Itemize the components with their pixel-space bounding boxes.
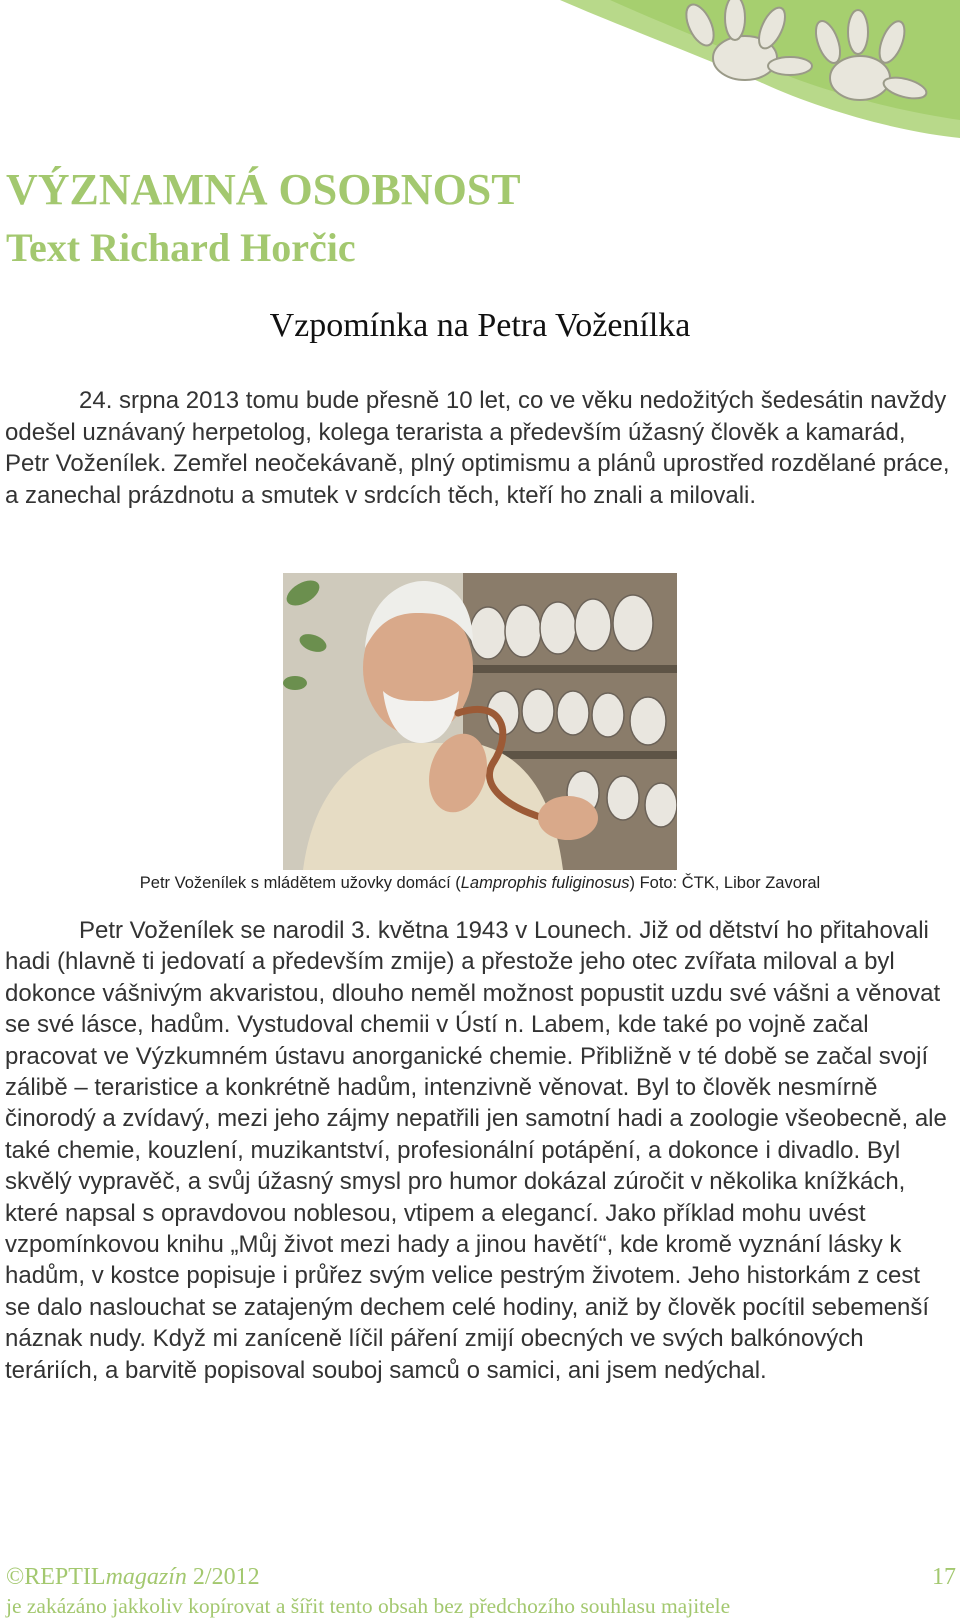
caption-text-after: ) Foto: ČTK, Libor Zavoral: [629, 874, 821, 892]
caption-latin-name: Lamprophis fuliginosus: [460, 874, 630, 892]
photo-man-with-snake: [283, 573, 677, 870]
footer-magazine-issue: [6, 1564, 260, 1591]
footer-magazine: magazín: [105, 1564, 187, 1590]
page-number: 17: [932, 1564, 956, 1590]
body-paragraph: [5, 915, 950, 1386]
intro-paragraph: [5, 385, 950, 511]
photo-caption: [0, 872, 960, 894]
article-title: Vzpomínka na Petra Voženílka: [269, 307, 691, 344]
caption-text-before: Petr Voženílek s mládětem užovky domácí (: [139, 874, 461, 892]
body-text: Petr Voženílek se narodil 3. května 1943 v Lounech. Již od dětství ho přitahovali hadi (hlavně ti jedovatí a především zmije) a přestože jeho otec zvířata miloval a byl dokonce vášnivým akvaristou, dlouho neměl možnost popustit uzdu své vášni a věnovat se své lásce, hadům. Vystudoval chemii v Ústí n. Labem, kde také po vojně začal pracovat ve Výzkumném ústavu anorganické chemie. Přibližně v té době se začal svojí zálibě – teraristice a konkrétně hadům, intenzivně věnovat. Byl to člověk nesmírně činorodý a zvídavý, mezi jeho zájmy nepatřili jen samotní hadi a zoologie všeobecně, ale také chemie, kouzlení, muzikantství, profesionální potápění, a dokonce i divadlo. Byl skvělý vypravěč, a svůj úžasný smysl pro humor dokázal zúročit v několika knížkách, které napsal s opravdovou noblesou, vtipem a elegancí. Jako příklad mohu uvést vzpomínkovou knihu „Můj život mezi hady a jinou havětí“, kde kromě vyznání lásky k hadům, v kostce popisuje i průřez svým velice pestrým životem. Jeho historkám z cest se dalo naslouchat se zatajeným dechem celé hodiny, aniž by člověk pocítil sebemenší náznak nudy. Když mi zaníceně líčil páření zmijí obecných ve svých balkónových teráriích, a barvitě popisoval souboj samců o samici, ani jsem nedýchal.: [5, 917, 947, 1384]
copyright-notice: je zakázáno jakkoliv kopírovat a šířit tento obsah bez předchozího souhlasu majitele: [6, 1594, 731, 1618]
footer-copyright: ©REPTIL: [6, 1564, 106, 1590]
footer-issue: 2/2012: [186, 1564, 260, 1590]
gecko-feet-banner: [0, 0, 960, 140]
intro-text: 24. srpna 2013 tomu bude přesně 10 let, co ve věku nedožitých šedesátin navždy odešel uznávaný herpetolog, kolega terarista a především úžasný člověk a kamarád, Petr Voženílek. Zemřel neočekávaně, plný optimismu a plánů uprostřed rozdělané práce, a zanechal prázdnotu a smutek v srdcích těch, kteří ho znali a milovali.: [5, 387, 950, 509]
author-line: Text Richard Horčic: [6, 225, 356, 270]
section-title: VÝZNAMNÁ OSOBNOST: [6, 165, 521, 214]
